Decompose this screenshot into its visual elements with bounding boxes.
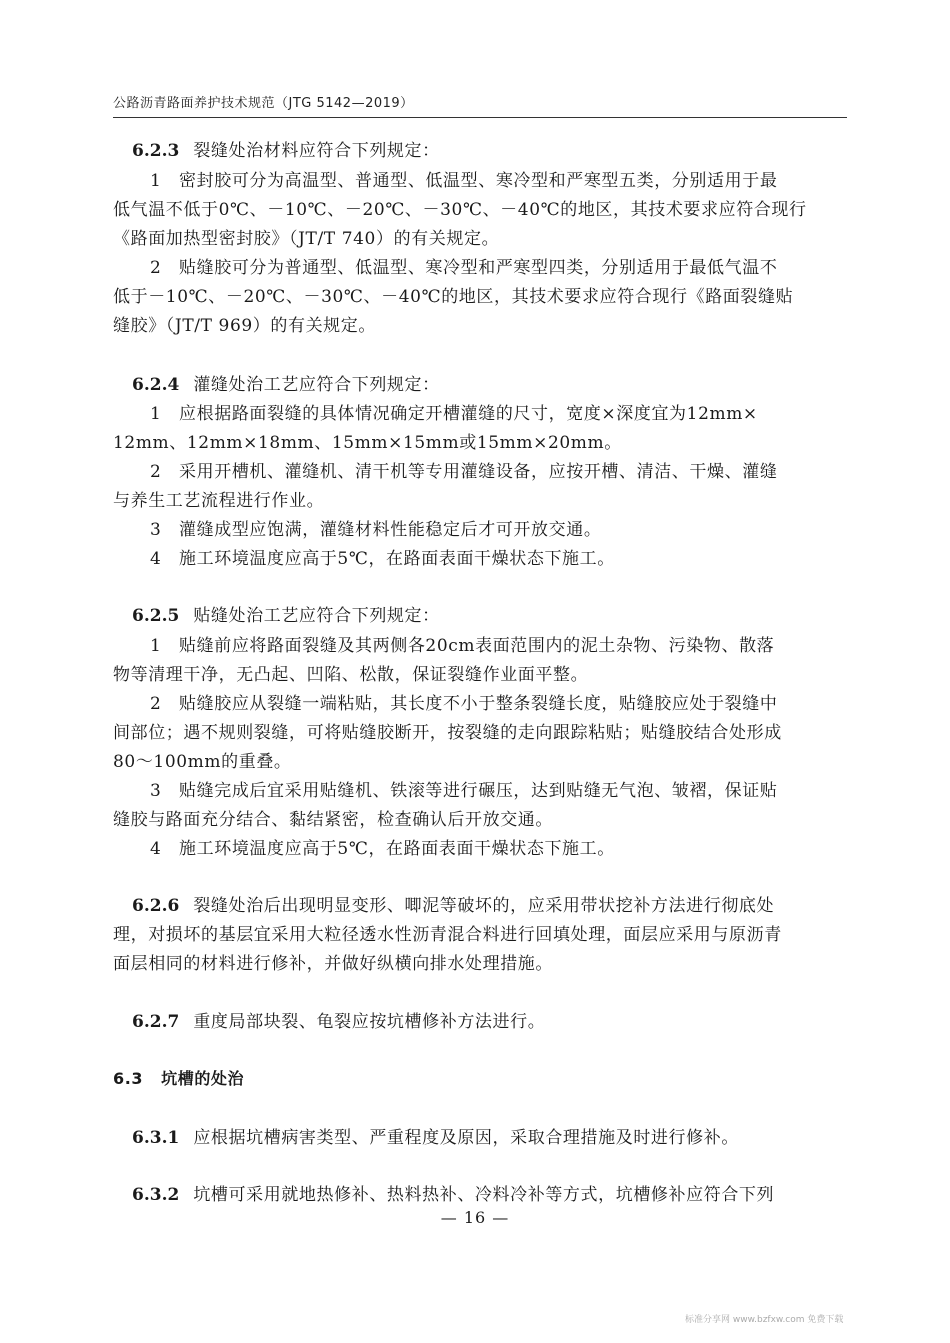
clause-number: 6.2.6 bbox=[132, 896, 180, 916]
page-number: — 16 — bbox=[440, 1208, 510, 1227]
clause-number: 6.3.1 bbox=[132, 1128, 180, 1148]
section-6-3-heading bbox=[113, 1066, 244, 1089]
clause-6-2-3-item1-line3: 《路面加热型密封胶》（JT/T 740）的有关规定。 bbox=[113, 229, 500, 249]
clause-6-2-3-item2-line3: 缝胶》（JT/T 969）的有关规定。 bbox=[113, 316, 376, 336]
clause-text: 重度局部块裂、龟裂应按坑槽修补方法进行。 bbox=[193, 1012, 546, 1032]
clause-6-2-5-item1-line1: 1 贴缝前应将路面裂缝及其两侧各20cm表面范围内的泥土杂物、污染物、散落 bbox=[150, 636, 775, 656]
clause-6-2-5-item4: 4 施工环境温度应高于5℃，在路面表面干燥状态下施工。 bbox=[150, 839, 615, 859]
clause-6-2-3-heading bbox=[132, 136, 440, 161]
clause-6-2-4-item2-line1: 2 采用开槽机、灌缝机、清干机等专用灌缝设备，应按开槽、清洁、干燥、灌缝 bbox=[150, 462, 778, 482]
clause-6-2-5-item2-line1: 2 贴缝胶应从裂缝一端粘贴，其长度不小于整条裂缝长度，贴缝胶应处于裂缝中 bbox=[150, 694, 778, 714]
clause-6-3-1 bbox=[132, 1123, 739, 1148]
clause-6-2-4-heading bbox=[132, 370, 440, 395]
clause-6-2-3-item1-line2: 低气温不低于0℃、－10℃、－20℃、－30℃、－40℃的地区，其技术要求应符合现行 bbox=[113, 200, 807, 220]
clause-6-2-4-item1-line2: 12mm、12mm×18mm、15mm×15mm或15mm×20mm。 bbox=[113, 433, 622, 453]
clause-6-2-5-heading bbox=[132, 601, 440, 626]
clause-6-2-7 bbox=[132, 1007, 545, 1032]
clause-6-2-5-item1-line2: 物等清理干净，无凸起、凹陷、松散，保证裂缝作业面平整。 bbox=[113, 665, 589, 685]
clause-text: 坑槽可采用就地热修补、热料热补、冷料冷补等方式，坑槽修补应符合下列 bbox=[193, 1185, 775, 1205]
clause-title: 裂缝处治材料应符合下列规定： bbox=[193, 141, 440, 161]
clause-number: 6.2.5 bbox=[132, 606, 180, 626]
clause-6-2-5-item2-line2: 间部位；遇不规则裂缝，可将贴缝胶断开，按裂缝的走向跟踪粘贴；贴缝胶结合处形成 bbox=[113, 723, 782, 743]
clause-6-2-5-item2-line3: 80～100mm的重叠。 bbox=[113, 752, 292, 772]
clause-number: 6.3.2 bbox=[132, 1185, 180, 1205]
clause-6-2-5-item3-line1: 3 贴缝完成后宜采用贴缝机、铁滚等进行碾压，达到贴缝无气泡、皱褶，保证贴 bbox=[150, 781, 778, 801]
clause-6-2-3-item1-line1: 1 密封胶可分为高温型、普通型、低温型、寒冷型和严寒型五类，分别适用于最 bbox=[150, 171, 778, 191]
clause-text: 裂缝处治后出现明显变形、唧泥等破坏的，应采用带状挖补方法进行彻底处 bbox=[193, 896, 775, 916]
clause-6-2-4-item2-line2: 与养生工艺流程进行作业。 bbox=[113, 491, 325, 511]
clause-6-2-6-line1 bbox=[132, 891, 774, 916]
clause-6-2-3-item2-line1: 2 贴缝胶可分为普通型、低温型、寒冷型和严寒型四类，分别适用于最低气温不 bbox=[150, 258, 778, 278]
clause-6-2-6-line3: 面层相同的材料进行修补，并做好纵横向排水处理措施。 bbox=[113, 954, 553, 974]
clause-6-2-5-item3-line2: 缝胶与路面充分结合、黏结紧密，检查确认后开放交通。 bbox=[113, 810, 553, 830]
clause-title: 贴缝处治工艺应符合下列规定： bbox=[193, 606, 440, 626]
section-title: 坑槽的处治 bbox=[161, 1069, 245, 1088]
clause-6-2-4-item1-line1: 1 应根据路面裂缝的具体情况确定开槽灌缝的尺寸，宽度×深度宜为12mm× bbox=[150, 404, 758, 424]
clause-6-2-6-line2: 理，对损坏的基层宜采用大粒径透水性沥青混合料进行回填处理，面层应采用与原沥青 bbox=[113, 925, 782, 945]
clause-6-3-2 bbox=[132, 1180, 774, 1205]
clause-6-2-4-item3: 3 灌缝成型应饱满，灌缝材料性能稳定后才可开放交通。 bbox=[150, 520, 602, 540]
clause-number: 6.2.4 bbox=[132, 375, 180, 395]
clause-title: 灌缝处治工艺应符合下列规定： bbox=[193, 375, 440, 395]
clause-6-2-4-item4: 4 施工环境温度应高于5℃，在路面表面干燥状态下施工。 bbox=[150, 549, 615, 569]
section-number: 6.3 bbox=[113, 1069, 144, 1088]
watermark: 标准分享网 www.bzfxw.com 免费下载 bbox=[685, 1315, 844, 1325]
clause-number: 6.2.7 bbox=[132, 1012, 180, 1032]
clause-6-2-3-item2-line2: 低于－10℃、－20℃、－30℃、－40℃的地区，其技术要求应符合现行《路面裂缝贴 bbox=[113, 287, 794, 307]
running-header: 公路沥青路面养护技术规范（JTG 5142—2019） bbox=[113, 96, 414, 111]
clause-number: 6.2.3 bbox=[132, 141, 180, 161]
header-rule bbox=[113, 117, 847, 118]
clause-text: 应根据坑槽病害类型、严重程度及原因，采取合理措施及时进行修补。 bbox=[193, 1128, 739, 1148]
